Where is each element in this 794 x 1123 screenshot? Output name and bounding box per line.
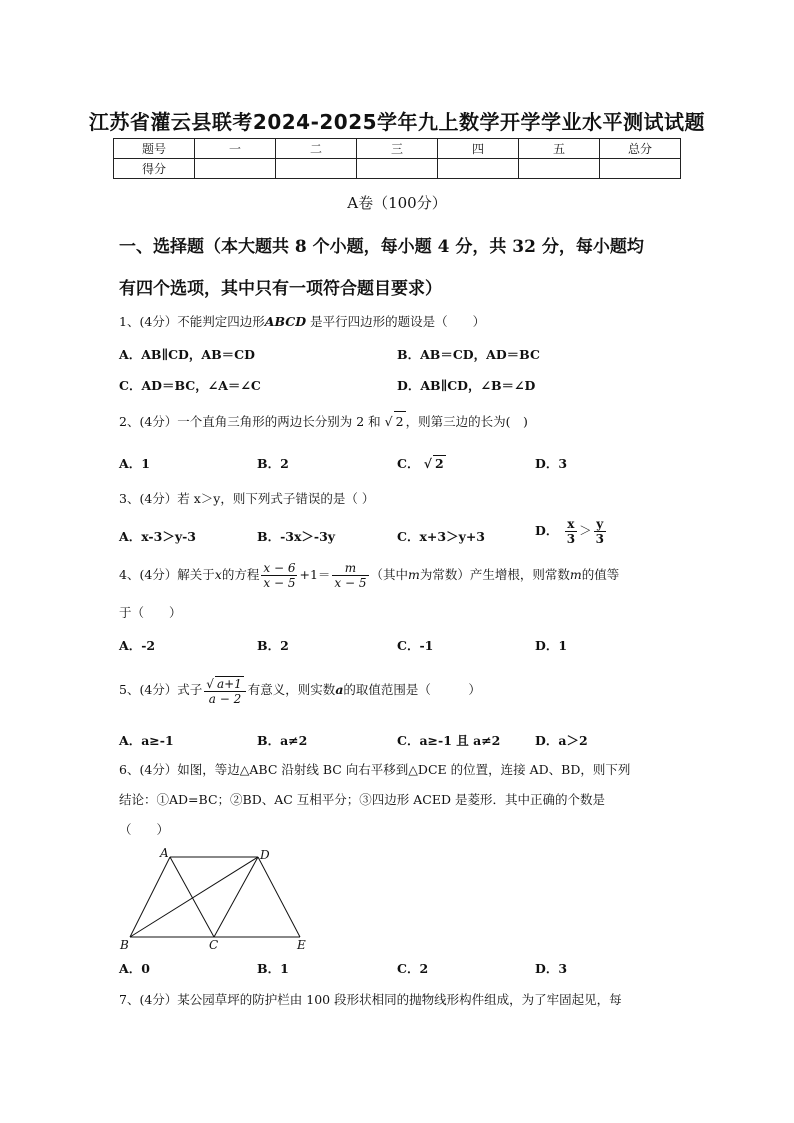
q2-option-a: A．1 [119, 456, 150, 471]
q4-stem-c: （其中 [370, 567, 409, 582]
q2-option-c-label: C． [397, 456, 420, 471]
q1-option-c: C．AD＝BC，∠A＝∠C [119, 378, 261, 393]
q1-option-a: A．AB∥CD，AB＝CD [119, 347, 255, 362]
q4-option-c: C．-1 [397, 638, 434, 653]
frac-denominator: 3 [566, 532, 576, 546]
q4-var-x: x [214, 567, 222, 582]
q5-option-a: A．a≥-1 [119, 733, 174, 748]
frac-denominator: 3 [595, 532, 604, 546]
question-2-stem: 2、(4分）一个直角三角形的两边长分别为 2 和 √ 2 ，则第三边的长为( ) [119, 411, 681, 432]
q5-stem-b: 有意义，则实数 [247, 682, 336, 697]
point-label-d: D [260, 848, 270, 862]
q4-option-b: B．2 [257, 638, 289, 653]
q1-var: ABCD [264, 314, 307, 329]
q3-option-b: B．-3x＞-3y [257, 529, 336, 544]
table-cell: 总分 [600, 139, 681, 159]
table-cell: 一 [195, 139, 276, 159]
q3-option-a: A．x-3＞y-3 [119, 529, 196, 544]
q5-sqrt: a+1 [216, 676, 242, 691]
q6-option-b: B．1 [257, 961, 289, 976]
q5-stem-c: 的取值范围是（ ） [343, 682, 481, 697]
frac-numerator: x [565, 517, 577, 532]
q1-option-b: B．AB＝CD，AD＝BC [397, 347, 540, 362]
point-label-b: B [120, 938, 129, 952]
table-cell [600, 159, 681, 179]
q4-var-m2: m [569, 567, 582, 582]
q3-option-d [535, 517, 608, 546]
line-dc [214, 857, 258, 937]
table-cell: 三 [357, 139, 438, 159]
table-cell [276, 159, 357, 179]
q4-option-a: A．-2 [119, 638, 156, 653]
q4-stem-b: 的方程 [221, 567, 260, 582]
question-3-stem: 3、(4分）若 x＞y，则下列式子错误的是（ ） [119, 491, 375, 506]
q2-option-c: C． √ 2 [397, 456, 444, 471]
q6-option-d: D．3 [535, 961, 568, 976]
table-cell: 得分 [114, 159, 195, 179]
q3-option-d-label: D． [535, 523, 559, 538]
q2-option-b: B．2 [257, 456, 289, 471]
q4-stem-d: 为常数）产生增根，则常数 [419, 567, 570, 582]
q2-option-c-sqrt: 2 [435, 456, 444, 471]
question-1-stem [119, 312, 681, 332]
q5-frac [204, 676, 246, 706]
point-label-e: E [297, 938, 306, 952]
q4-stem-a: 4、(4分）解关于 [119, 567, 215, 582]
score-table-header-row [114, 139, 681, 159]
section-a-heading: A卷（100分） [347, 194, 447, 212]
part1-heading-line1: 一、选择题（本大题共 8 个小题，每小题 4 分，共 32 分，每小题均 [119, 237, 644, 257]
question-4-stem [119, 560, 681, 590]
q3-frac-operator: ＞ [579, 523, 592, 538]
q5-option-c: C．a≥-1 且 a≠2 [397, 733, 501, 748]
frac-denominator: x − 5 [334, 576, 367, 590]
point-label-c: C [209, 938, 219, 952]
question-6-line2: 结论：①AD=BC；②BD、AC 互相平分；③四边形 ACED 是菱形．其中正确的个数是 [119, 792, 605, 807]
q6-option-c: C．2 [397, 961, 429, 976]
part1-heading-line2: 有四个选项，其中只有一项符合题目要求） [119, 279, 442, 299]
question-6-line1: 6、(4分）如图，等边△ABC 沿射线 BC 向右平移到△DCE 的位置，连接 AD、BD，则下列 [119, 762, 631, 777]
q4-option-d: D．1 [535, 638, 568, 653]
frac-numerator: y [594, 517, 606, 532]
line-ac [170, 857, 214, 937]
line-bd [130, 857, 258, 937]
q2-stem-a: 2、(4分）一个直角三角形的两边长分别为 2 和 [119, 414, 381, 429]
q5-option-b: B．a≠2 [257, 733, 308, 748]
table-cell [438, 159, 519, 179]
question-4-stem-line2: 于（ ） [119, 605, 182, 620]
q2-option-d: D．3 [535, 456, 568, 471]
table-cell: 题号 [114, 139, 195, 159]
q1-option-d: D．AB∥CD，∠B＝∠D [397, 378, 536, 393]
table-cell [357, 159, 438, 179]
frac-denominator: a − 2 [208, 691, 242, 706]
score-table [113, 138, 681, 179]
q3-option-c: C．x+3＞y+3 [397, 529, 486, 544]
frac-numerator: x − 6 [263, 561, 296, 575]
frac-numerator: √ a+1 [204, 676, 246, 692]
q4-frac-2 [332, 561, 368, 590]
q1-stem-a: 1、(4分）不能判定四边形 [119, 314, 265, 329]
question-7-line1: 7、(4分）某公园草坪的防护栏由 100 段形状相同的抛物线形构件组成，为了牢固起见，每 [119, 992, 622, 1007]
q6-option-a: A．0 [119, 961, 150, 976]
q4-stem-e: 的值等 [581, 567, 620, 582]
table-cell: 五 [519, 139, 600, 159]
question-6-line3: （ ） [119, 822, 170, 837]
table-cell [195, 159, 276, 179]
q5-option-d: D．a＞2 [535, 733, 588, 748]
q4-frac-1 [261, 561, 297, 590]
frac-numerator: m [332, 561, 368, 576]
q5-stem-a: 5、(4分）式子 [119, 682, 203, 697]
q3-frac-left [565, 517, 577, 546]
score-table-score-row [114, 159, 681, 179]
q2-sqrt-value: 2 [394, 411, 406, 432]
q4-mid: +1＝ [299, 567, 331, 582]
page-title: 江苏省灌云县联考2024-2025学年九上数学开学学业水平测试试题 [88, 110, 706, 134]
table-cell: 二 [276, 139, 357, 159]
q2-stem-b: ，则第三边的长为( ) [405, 414, 528, 429]
q3-frac-right [594, 517, 606, 546]
translated-triangle-figure [113, 843, 323, 953]
point-label-a: A [160, 846, 169, 860]
table-cell: 四 [438, 139, 519, 159]
q1-stem-b: 是平行四边形的题设是（ ） [306, 314, 486, 329]
question-5-stem [119, 672, 681, 708]
table-cell [519, 159, 600, 179]
line-de [258, 857, 300, 937]
q4-var-m: m [408, 567, 420, 582]
frac-denominator: x − 5 [263, 576, 296, 590]
q5-var-a: a [335, 682, 344, 697]
